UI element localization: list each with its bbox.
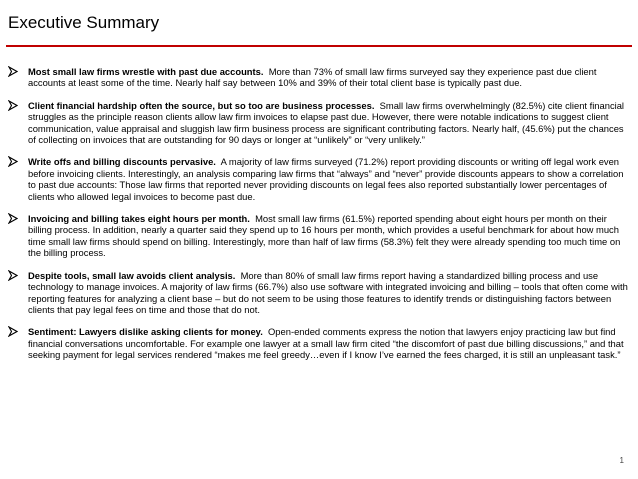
- arrow-bullet-icon: [8, 66, 18, 77]
- title-divider: [6, 45, 632, 47]
- bullet-lead: Invoicing and billing takes eight hours per month.: [28, 213, 250, 225]
- bullet-body: More than 80% of small law firms report having a standardized billing process and use technology to manage invoices. A majority of law firms (66.7%) also use software with integrated invoicing and billing – tools that often come with reporting features for analyzing a client base – but do not seem to be using those features to identify trends or distinguishing factors between clients that pay legal fees on time and those that do not.: [28, 269, 628, 315]
- bullet-lead: Client financial hardship often the source, but so too are business processes.: [28, 99, 375, 111]
- bullet-text: [28, 66, 628, 89]
- bullet-text: [28, 100, 628, 146]
- list-item: [8, 66, 628, 89]
- arrow-bullet-icon: [8, 213, 18, 224]
- bullet-body: Open-ended comments express the notion that lawyers enjoy practicing law but find financial conversations uncomfortable. For example one lawyer at a small law firm cited “the discomfort of past due billing discussions,” and that seeking payment for legal services rendered “makes me feel greedy…even if I know I’ve earned the fees charged, it is still an unpleasant task.”: [28, 326, 624, 361]
- arrow-bullet-icon: [8, 156, 18, 167]
- bullet-lead: Despite tools, small law avoids client analysis.: [28, 269, 236, 281]
- bullet-lead: Write offs and billing discounts pervasive.: [28, 156, 216, 168]
- bullet-list: [8, 66, 628, 372]
- arrow-bullet-icon: [8, 270, 18, 281]
- bullet-body: More than 73% of small law firms surveyed say they experience past due client accounts at least some of the time. Nearly half say between 10% and 39% of their total client base is typically past due.: [28, 66, 597, 89]
- list-item: [8, 100, 628, 146]
- list-item: [8, 326, 628, 360]
- bullet-text: [28, 156, 628, 202]
- arrow-bullet-icon: [8, 326, 18, 337]
- page-title: Executive Summary: [8, 13, 160, 32]
- bullet-text: [28, 326, 628, 360]
- list-item: [8, 270, 628, 316]
- bullet-body: A majority of law firms surveyed (71.2%) report providing discounts or writing off legal work even before invoicing clients. Interestingly, an analysis comparing law firms that “always” and “never” provide discounts appears to show a correlation to past due accounts: Those law firms that reported never providing discounts on legal fees also reported substantially lower percentages of clients who allowed legal invoices to become past due.: [28, 156, 624, 202]
- arrow-bullet-icon: [8, 100, 18, 111]
- list-item: [8, 213, 628, 259]
- page-number: 1: [619, 456, 624, 465]
- bullet-text: [28, 270, 628, 316]
- bullet-body: Small law firms overwhelmingly (82.5%) cite client financial struggles as the principle reason clients allow law firm invoices to elapse past due. However, there were notable indications to suggest client communication, value appraisal and sluggish law firm business process are significant contributing factors. Nearly half, (45.6%) put the chances of collecting on invoices that are outstanding for 90 days or longer at “unlikely” or “very unlikely.”: [28, 99, 625, 146]
- bullet-lead: Most small law firms wrestle with past due accounts.: [28, 66, 264, 77]
- bullet-text: [28, 213, 628, 259]
- bullet-body: Most small law firms (61.5%) reported spending about eight hours per month on their billing process. In addition, nearly a quarter said they spend up to 16 hours per month, which provides a useful benchmark for about how much time small law firms should spend on billing. Interestingly, more than half of law firms (58.3%) felt they were already spending too much time on the billing process.: [28, 213, 621, 259]
- list-item: [8, 156, 628, 202]
- bullet-lead: Sentiment: Lawyers dislike asking clients for money.: [28, 326, 263, 338]
